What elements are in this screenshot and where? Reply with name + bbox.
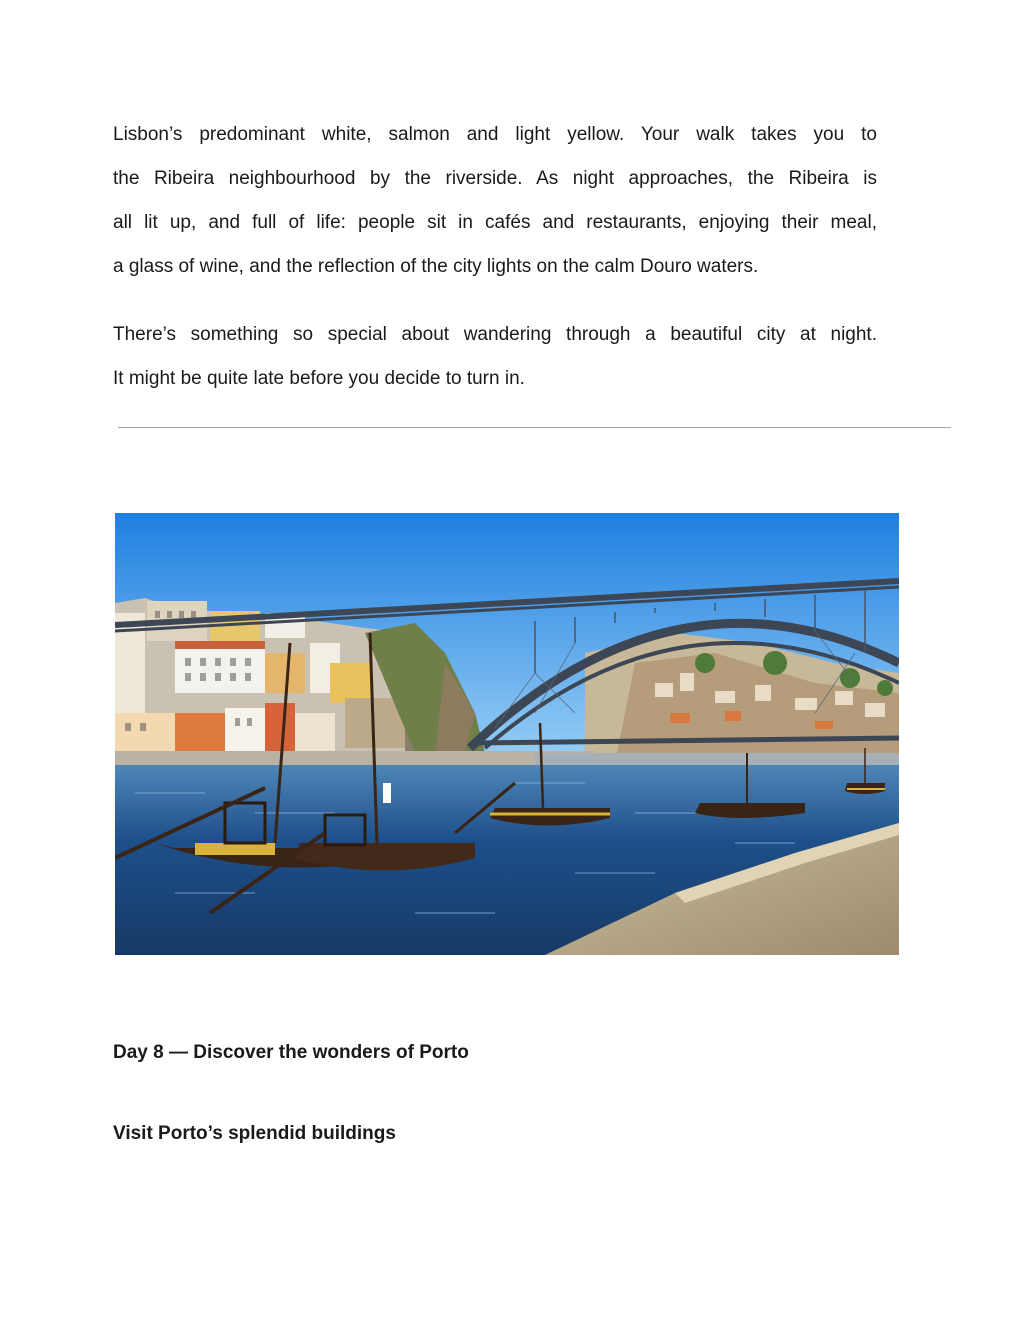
paragraph-line: a glass of wine, and the reflection of the city lights on the calm Douro waters. bbox=[113, 256, 759, 277]
section-heading: Visit Porto’s splendid buildings bbox=[113, 1123, 396, 1144]
paragraph-line: Lisbon’s predominant white, salmon and light yellow. Your walk takes you to bbox=[113, 124, 877, 145]
paragraph-line: all lit up, and full of life: people sit in cafés and restaurants, enjoying their meal, bbox=[113, 212, 877, 233]
paragraph-line: There’s something so special about wandering through a beautiful city at night. bbox=[113, 324, 877, 345]
paragraph-night-walk bbox=[113, 113, 877, 289]
paragraph-line: the Ribeira neighbourhood by the riverside. As night approaches, the Ribeira is bbox=[113, 168, 877, 189]
paragraph-special-night bbox=[113, 313, 877, 401]
horizontal-divider bbox=[118, 427, 951, 428]
day-heading: Day 8 — Discover the wonders of Porto bbox=[113, 1042, 469, 1063]
paragraph-line: It might be quite late before you decide to turn in. bbox=[113, 368, 525, 389]
porto-river-photo bbox=[115, 513, 899, 955]
